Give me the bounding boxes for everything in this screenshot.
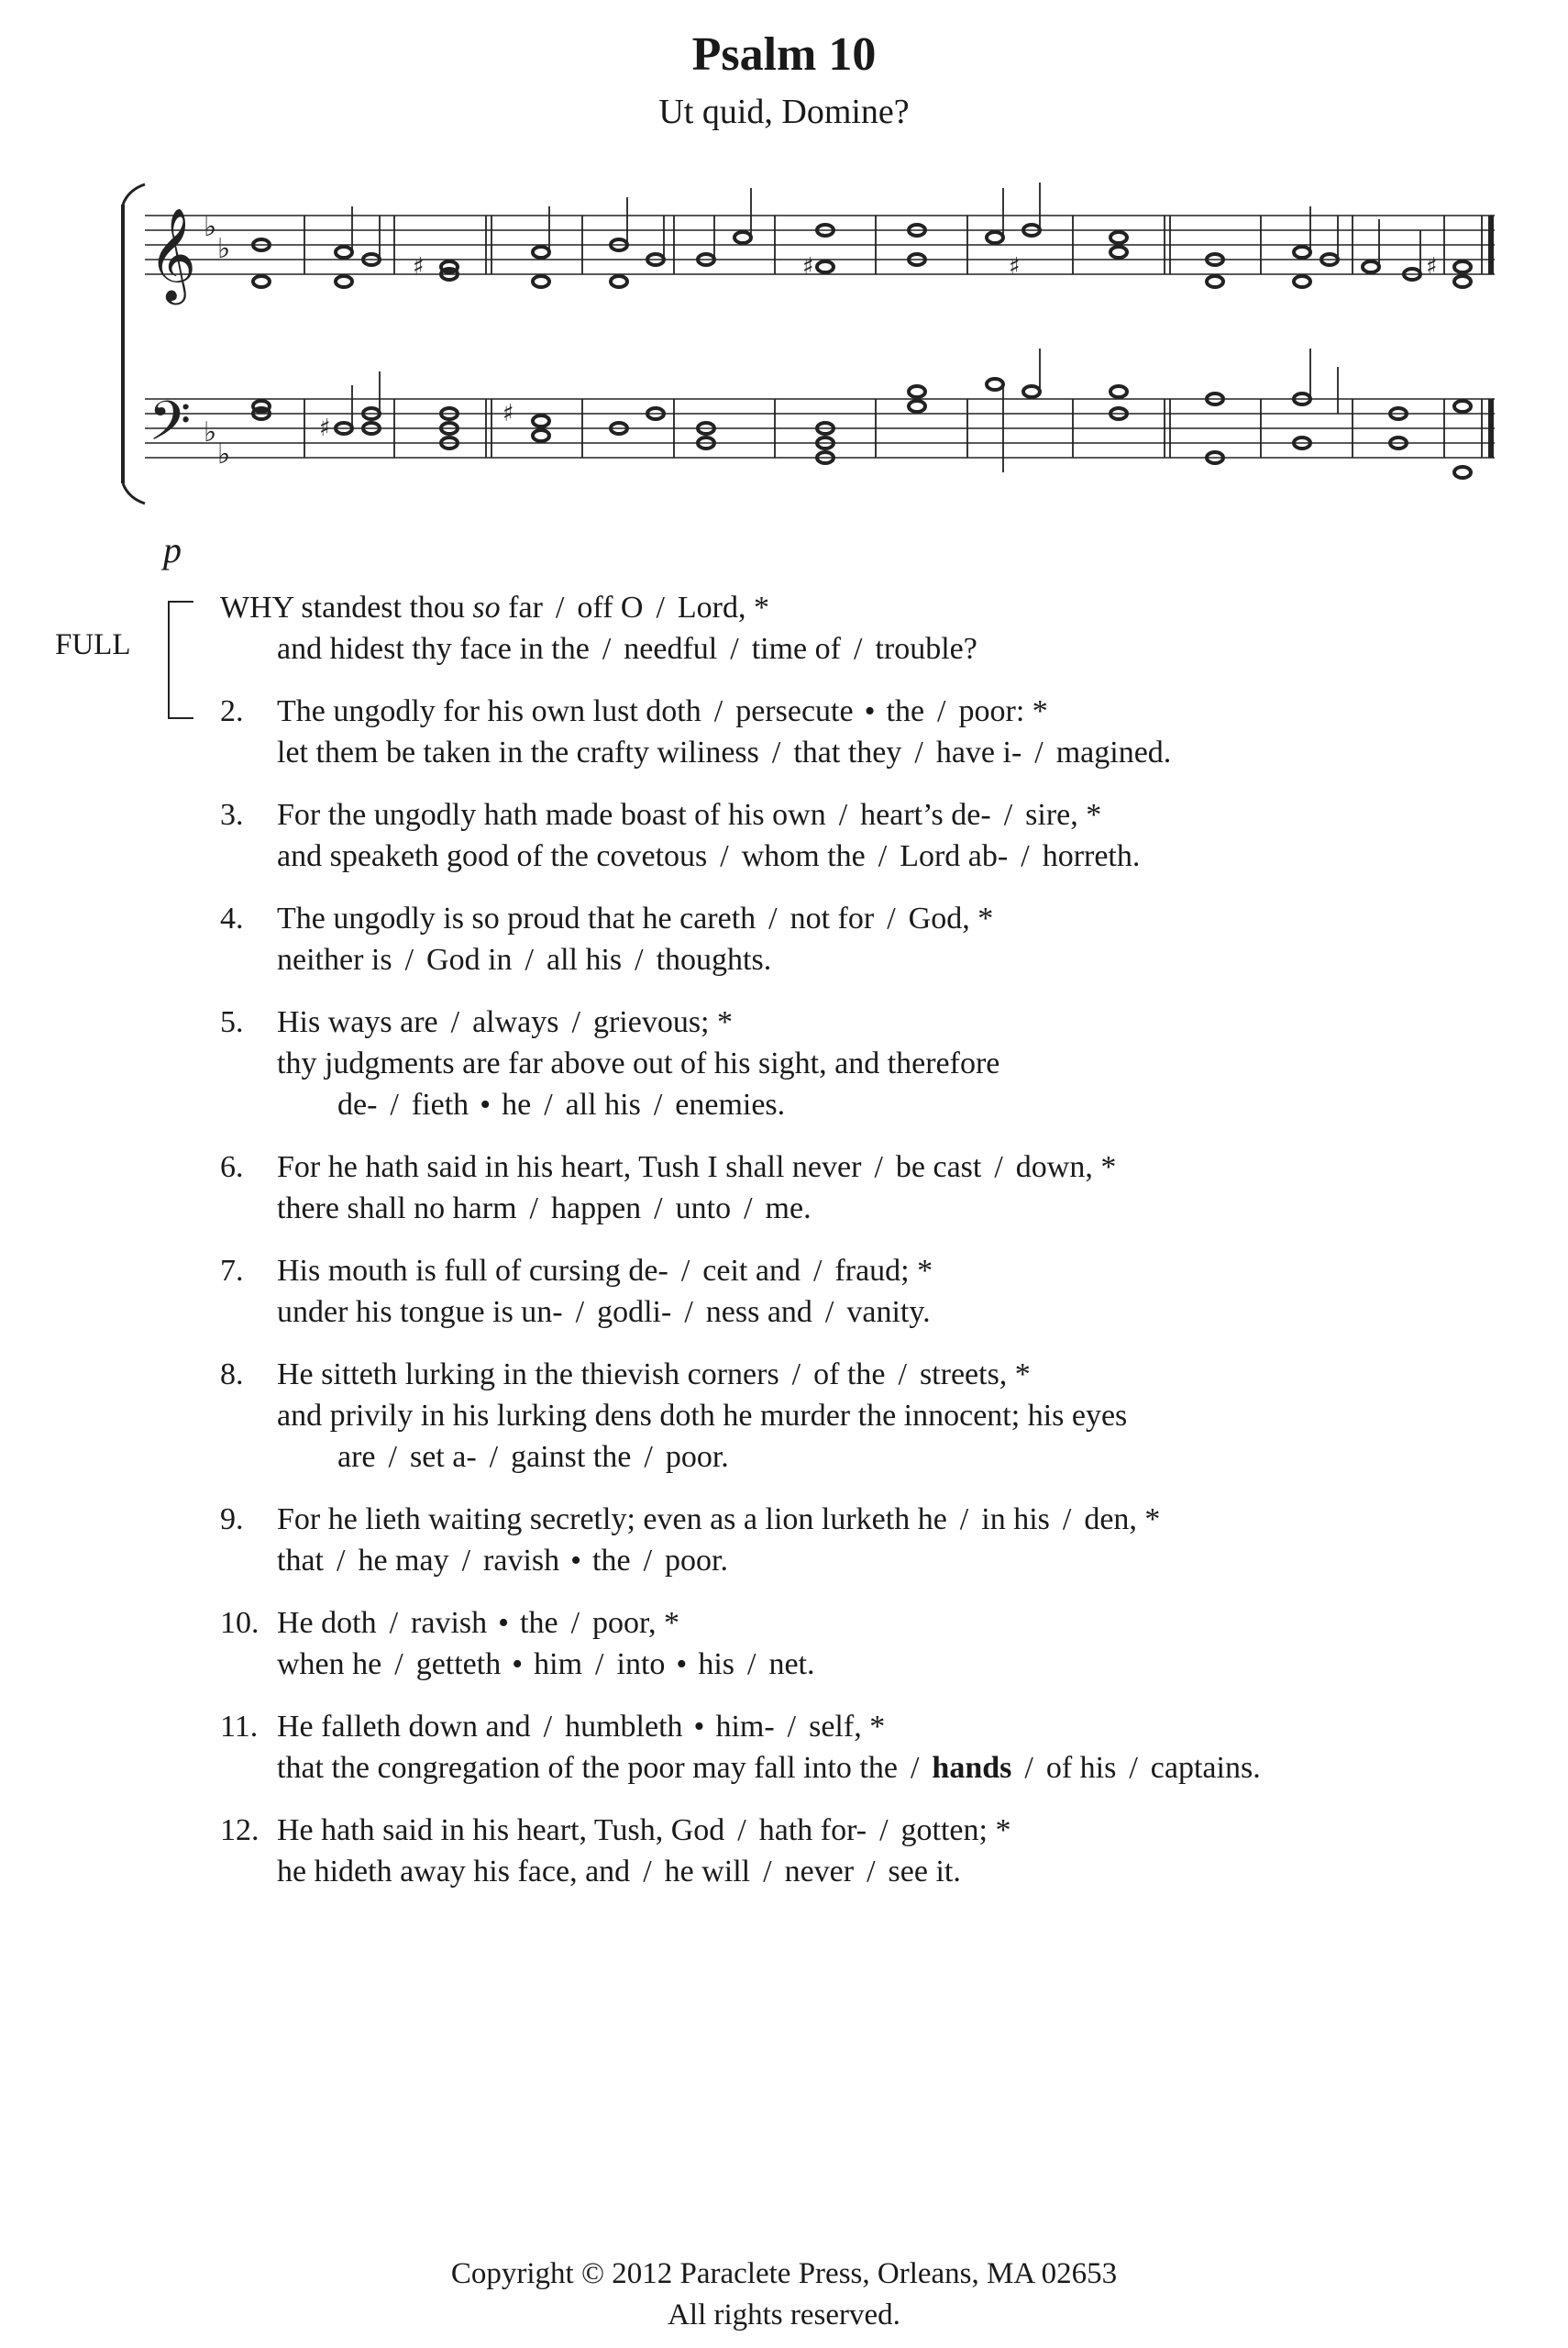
verse-text: needful bbox=[624, 632, 718, 666]
verse bbox=[220, 1250, 1522, 1333]
verse-text: The ungodly is so proud that he careth bbox=[277, 902, 756, 936]
verse bbox=[220, 1002, 1522, 1125]
pointing-dot: • bbox=[676, 1647, 688, 1681]
pointing-bar: / bbox=[720, 839, 729, 873]
verse-text: have i- bbox=[935, 736, 1022, 770]
pointing-bar: / bbox=[959, 1502, 969, 1536]
verse-text: unto bbox=[675, 1191, 732, 1225]
verse-text: fraud; * bbox=[834, 1254, 933, 1288]
verse-line bbox=[220, 1499, 1522, 1540]
pointing-bar: / bbox=[643, 1855, 652, 1888]
svg-text:♭: ♭ bbox=[204, 416, 217, 449]
verse-text: persecute bbox=[735, 694, 854, 728]
verse-text: not for bbox=[790, 902, 875, 936]
verse-text: For he lieth waiting secretly; even as a lion lurketh he bbox=[277, 1502, 947, 1536]
verse-number: 11. bbox=[220, 1710, 259, 1744]
verse-text: Lord, * bbox=[677, 591, 769, 625]
pointing-bar: / bbox=[1034, 736, 1043, 770]
pointing-bar: / bbox=[838, 798, 848, 832]
pointing-bar: / bbox=[336, 1544, 346, 1578]
pointing-bar: / bbox=[653, 1088, 663, 1122]
verse-number: 4. bbox=[220, 902, 244, 936]
verse-text: be cast bbox=[895, 1150, 982, 1184]
pointing-bar: / bbox=[791, 1357, 801, 1391]
verse-line bbox=[220, 898, 1522, 939]
verse-line bbox=[220, 587, 1522, 628]
verse-line bbox=[220, 1706, 1522, 1747]
verse-text: de- bbox=[337, 1088, 378, 1122]
page-title: Psalm 10 bbox=[691, 28, 877, 81]
pointing-bar: / bbox=[570, 1606, 580, 1640]
pointing-bar: / bbox=[571, 1005, 580, 1039]
full-label: FULL bbox=[55, 628, 131, 661]
pointing-bar: / bbox=[525, 943, 534, 977]
svg-text:♯: ♯ bbox=[1426, 253, 1438, 281]
pointing-bar: / bbox=[489, 1440, 499, 1474]
verse-text: poor: * bbox=[958, 694, 1048, 728]
pointing-bar: / bbox=[744, 1191, 753, 1225]
verse bbox=[220, 1354, 1522, 1478]
svg-text:𝄞: 𝄞 bbox=[149, 206, 197, 301]
verse-text: He hath said in his heart, Tush, God bbox=[277, 1813, 725, 1847]
verse-text: heart’s de- bbox=[860, 798, 991, 832]
pointing-bar: / bbox=[812, 1254, 823, 1288]
verse-text: all his bbox=[546, 943, 623, 977]
verse-text: enemies. bbox=[675, 1088, 786, 1122]
verse bbox=[220, 898, 1522, 980]
verse-number: 12. bbox=[220, 1813, 259, 1847]
verse-line bbox=[220, 1002, 1522, 1043]
verse-text: and speaketh good of the covetous bbox=[277, 839, 708, 873]
verse-text: of his bbox=[1045, 1751, 1117, 1785]
verse-text: gainst the bbox=[511, 1440, 632, 1474]
verse-text: his bbox=[698, 1647, 734, 1681]
verse-line bbox=[220, 836, 1522, 877]
pointing-bar: / bbox=[461, 1544, 471, 1578]
pointing-bar: / bbox=[787, 1710, 797, 1744]
verse-text: when he bbox=[277, 1647, 382, 1681]
verse-text: grievous; * bbox=[592, 1005, 733, 1039]
pointing-bar: / bbox=[388, 1440, 397, 1474]
verse-text: under his tongue is un- bbox=[277, 1295, 563, 1329]
verse bbox=[220, 1602, 1522, 1685]
verse-text: He falleth down and bbox=[277, 1710, 531, 1744]
verse-text: happen bbox=[550, 1191, 642, 1225]
music-score bbox=[110, 179, 1504, 509]
verse-text: ness and bbox=[705, 1295, 812, 1329]
verse-line bbox=[220, 1851, 1522, 1892]
pointing-bar: / bbox=[680, 1254, 690, 1288]
verse-line bbox=[220, 1540, 1522, 1581]
svg-text:♯: ♯ bbox=[319, 415, 331, 442]
pointing-bar: / bbox=[575, 1295, 585, 1329]
verse-text: time of bbox=[751, 632, 841, 666]
pointing-bar: / bbox=[389, 1606, 399, 1640]
verse-text: he may bbox=[358, 1544, 449, 1578]
verse-text: the bbox=[592, 1544, 631, 1578]
pointing-bar: / bbox=[644, 1440, 653, 1474]
pointing-bar: / bbox=[867, 1855, 876, 1888]
italic-word: so bbox=[472, 591, 501, 625]
pointing-bar: / bbox=[450, 1005, 460, 1039]
verse-text: The ungodly for his own lust doth bbox=[277, 694, 701, 728]
verse-text: getteth bbox=[415, 1647, 502, 1681]
verse-line bbox=[220, 1084, 1522, 1125]
verse-line bbox=[220, 1146, 1522, 1188]
pointing-bar: / bbox=[602, 632, 612, 666]
verse-line bbox=[220, 1291, 1522, 1333]
verse-number: 5. bbox=[220, 1005, 244, 1039]
pointing-bar: / bbox=[747, 1647, 756, 1681]
verse-text: let them be taken in the crafty wiliness bbox=[277, 736, 759, 770]
dynamic-marking: p bbox=[163, 529, 182, 570]
verse-text: ravish bbox=[483, 1544, 560, 1578]
verse-text: horreth. bbox=[1042, 839, 1141, 873]
psalm-verses bbox=[220, 587, 1522, 1913]
pointing-bar: / bbox=[654, 1191, 663, 1225]
verse-line bbox=[220, 1644, 1522, 1685]
pointing-bar: / bbox=[824, 1295, 834, 1329]
verse-text: fieth bbox=[411, 1088, 469, 1122]
verse-text: thy judgments are far above out of his sight, and therefore bbox=[277, 1047, 1000, 1080]
svg-text:♭: ♭ bbox=[217, 233, 231, 265]
verse-text: the bbox=[886, 694, 925, 728]
pointing-bar: / bbox=[1003, 798, 1013, 832]
svg-text:𝄢: 𝄢 bbox=[149, 389, 192, 466]
verse-text: always bbox=[472, 1005, 559, 1039]
verse-text: For he hath said in his heart, Tush I shall never bbox=[277, 1150, 862, 1184]
verse bbox=[220, 1146, 1522, 1229]
pointing-bar: / bbox=[937, 694, 946, 728]
verse-number: 2. bbox=[220, 694, 244, 728]
verse-text: he bbox=[502, 1088, 532, 1122]
verse-text: poor. bbox=[665, 1440, 729, 1474]
verse-line bbox=[220, 1043, 1522, 1084]
verse bbox=[220, 1706, 1522, 1789]
verse-text: never bbox=[784, 1855, 855, 1888]
pointing-bar: / bbox=[730, 632, 739, 666]
pointing-bar: / bbox=[394, 1647, 403, 1681]
svg-text:♯: ♯ bbox=[802, 253, 814, 281]
verse-text: humbleth bbox=[565, 1710, 683, 1744]
verse-text: down, * bbox=[1015, 1150, 1117, 1184]
pointing-bar: / bbox=[595, 1647, 604, 1681]
verse-number: 10. bbox=[220, 1606, 259, 1640]
verse-line bbox=[220, 1250, 1522, 1291]
verse-text: self, * bbox=[809, 1710, 886, 1744]
verse-text: me. bbox=[765, 1191, 812, 1225]
verse-text: he hideth away his face, and bbox=[277, 1855, 631, 1888]
pointing-bar: / bbox=[879, 1813, 889, 1847]
pointing-bar: / bbox=[1062, 1502, 1072, 1536]
svg-text:♯: ♯ bbox=[1009, 253, 1021, 281]
svg-text:♭: ♭ bbox=[204, 211, 217, 243]
verse bbox=[220, 1810, 1522, 1892]
verse-text: poor, * bbox=[592, 1606, 680, 1640]
verse-text: poor. bbox=[665, 1544, 728, 1578]
verse bbox=[220, 691, 1522, 773]
bold-word: hands bbox=[932, 1751, 1012, 1785]
verse-number: 6. bbox=[220, 1150, 244, 1184]
verse-text: For the ungodly hath made boast of his own bbox=[277, 798, 826, 832]
verse-text: ravish bbox=[411, 1606, 488, 1640]
verse-text: neither is bbox=[277, 943, 392, 977]
verse-text: Lord ab- bbox=[900, 839, 1009, 873]
verse-text: him- bbox=[715, 1710, 775, 1744]
rights-line: All rights reserved. bbox=[668, 2298, 900, 2331]
pointing-bar: / bbox=[656, 591, 665, 625]
verse bbox=[220, 587, 1522, 670]
verse-text: the bbox=[520, 1606, 558, 1640]
pointing-bar: / bbox=[771, 736, 781, 770]
verse-line bbox=[220, 1188, 1522, 1229]
verse-number: 9. bbox=[220, 1502, 244, 1536]
verse bbox=[220, 1499, 1522, 1581]
pointing-bar: / bbox=[643, 1544, 653, 1578]
verse-text: God, * bbox=[908, 902, 994, 936]
verse-text: that they bbox=[793, 736, 902, 770]
verse-number: 8. bbox=[220, 1357, 244, 1391]
verse-text: see it. bbox=[888, 1855, 961, 1888]
verse-text: that bbox=[277, 1544, 324, 1578]
verse-text: sire, * bbox=[1025, 798, 1102, 832]
verse-text: he will bbox=[664, 1855, 751, 1888]
pointing-bar: / bbox=[1024, 1751, 1033, 1785]
verse-text: set a- bbox=[409, 1440, 477, 1474]
verse-text: His mouth is full of cursing de- bbox=[277, 1254, 668, 1288]
pointing-bar: / bbox=[635, 943, 644, 977]
svg-text:♭: ♭ bbox=[217, 438, 231, 471]
pointing-bar: / bbox=[529, 1191, 538, 1225]
pointing-dot: • bbox=[570, 1544, 582, 1578]
verse-text: are bbox=[337, 1440, 376, 1474]
verse-text: off O bbox=[577, 591, 644, 625]
verse-text: whom the bbox=[741, 839, 866, 873]
verse-text: there shall no harm bbox=[277, 1191, 517, 1225]
verse-text: den, * bbox=[1084, 1502, 1161, 1536]
verse-text: and hidest thy face in the bbox=[277, 632, 590, 666]
verse-text: him bbox=[534, 1647, 583, 1681]
verse-text: WHY standest thou bbox=[220, 591, 473, 625]
pointing-bar: / bbox=[874, 1150, 883, 1184]
verse bbox=[220, 794, 1522, 877]
copyright-notice bbox=[0, 2254, 1568, 2336]
verse-text: magined. bbox=[1055, 736, 1172, 770]
svg-text:♯: ♯ bbox=[413, 253, 425, 281]
verse-line bbox=[220, 1436, 1522, 1478]
verse-text: streets, * bbox=[919, 1357, 1031, 1391]
pointing-bar: / bbox=[878, 839, 888, 873]
pointing-bar: / bbox=[684, 1295, 693, 1329]
copyright-line: Copyright © 2012 Paraclete Press, Orleans, MA 02653 bbox=[450, 2257, 1118, 2290]
pointing-bar: / bbox=[898, 1357, 907, 1391]
pointing-bar: / bbox=[543, 1710, 553, 1744]
pointing-bar: / bbox=[737, 1813, 746, 1847]
pointing-bar: / bbox=[887, 902, 896, 936]
svg-text:♯: ♯ bbox=[502, 400, 514, 427]
verse-text: God in bbox=[426, 943, 513, 977]
verse-text: far bbox=[500, 591, 543, 625]
pointing-bar: / bbox=[1129, 1751, 1138, 1785]
pointing-bar: / bbox=[768, 902, 778, 936]
pointing-bar: / bbox=[763, 1855, 772, 1888]
verse-number: 3. bbox=[220, 798, 244, 832]
page-subtitle: Ut quid, Domine? bbox=[658, 93, 910, 131]
pointing-bar: / bbox=[910, 1751, 920, 1785]
verse-line bbox=[220, 628, 1522, 670]
verse-text: into bbox=[616, 1647, 666, 1681]
verse-text: thoughts. bbox=[656, 943, 772, 977]
pointing-bar: / bbox=[1021, 839, 1030, 873]
verse-line bbox=[220, 691, 1522, 732]
verse-text: vanity. bbox=[846, 1295, 931, 1329]
verse-line bbox=[220, 732, 1522, 773]
verse-text: all his bbox=[565, 1088, 641, 1122]
pointing-dot: • bbox=[693, 1710, 705, 1744]
verse-text: ceit and bbox=[702, 1254, 801, 1288]
pointing-bar: / bbox=[555, 591, 565, 625]
verse-line bbox=[220, 1810, 1522, 1851]
pointing-bar: / bbox=[404, 943, 414, 977]
verse-line bbox=[220, 794, 1522, 836]
verse-text: trouble? bbox=[875, 632, 977, 666]
verse-text: and privily in his lurking dens doth he murder the innocent; his eyes bbox=[277, 1399, 1128, 1433]
verse-text: gotten; * bbox=[900, 1813, 1011, 1847]
verse-line bbox=[220, 1395, 1522, 1436]
verse-text: of the bbox=[813, 1357, 886, 1391]
verse-text: captains. bbox=[1150, 1751, 1261, 1785]
verse-text: net. bbox=[768, 1647, 815, 1681]
pointing-bar: / bbox=[853, 632, 863, 666]
verse-line bbox=[220, 1747, 1522, 1789]
full-bracket bbox=[168, 601, 193, 719]
pointing-dot: • bbox=[480, 1088, 491, 1122]
verse-text: godli- bbox=[597, 1295, 672, 1329]
pointing-dot: • bbox=[864, 694, 876, 728]
pointing-bar: / bbox=[994, 1150, 1003, 1184]
pointing-bar: / bbox=[390, 1088, 399, 1122]
verse-text: in his bbox=[981, 1502, 1050, 1536]
verse-text: that the congregation of the poor may fall into the bbox=[277, 1751, 898, 1785]
verse-line bbox=[220, 939, 1522, 980]
pointing-bar: / bbox=[914, 736, 923, 770]
verse-line bbox=[220, 1354, 1522, 1395]
verse-line bbox=[220, 1602, 1522, 1644]
verse-number: 7. bbox=[220, 1254, 244, 1288]
verse-text: hath for- bbox=[758, 1813, 867, 1847]
verse-text: His ways are bbox=[277, 1005, 438, 1039]
pointing-bar: / bbox=[713, 694, 723, 728]
verse-text: He sitteth lurking in the thievish corners bbox=[277, 1357, 779, 1391]
pointing-dot: • bbox=[498, 1606, 510, 1640]
pointing-dot: • bbox=[512, 1647, 524, 1681]
pointing-bar: / bbox=[544, 1088, 553, 1122]
verse-text: He doth bbox=[277, 1606, 377, 1640]
